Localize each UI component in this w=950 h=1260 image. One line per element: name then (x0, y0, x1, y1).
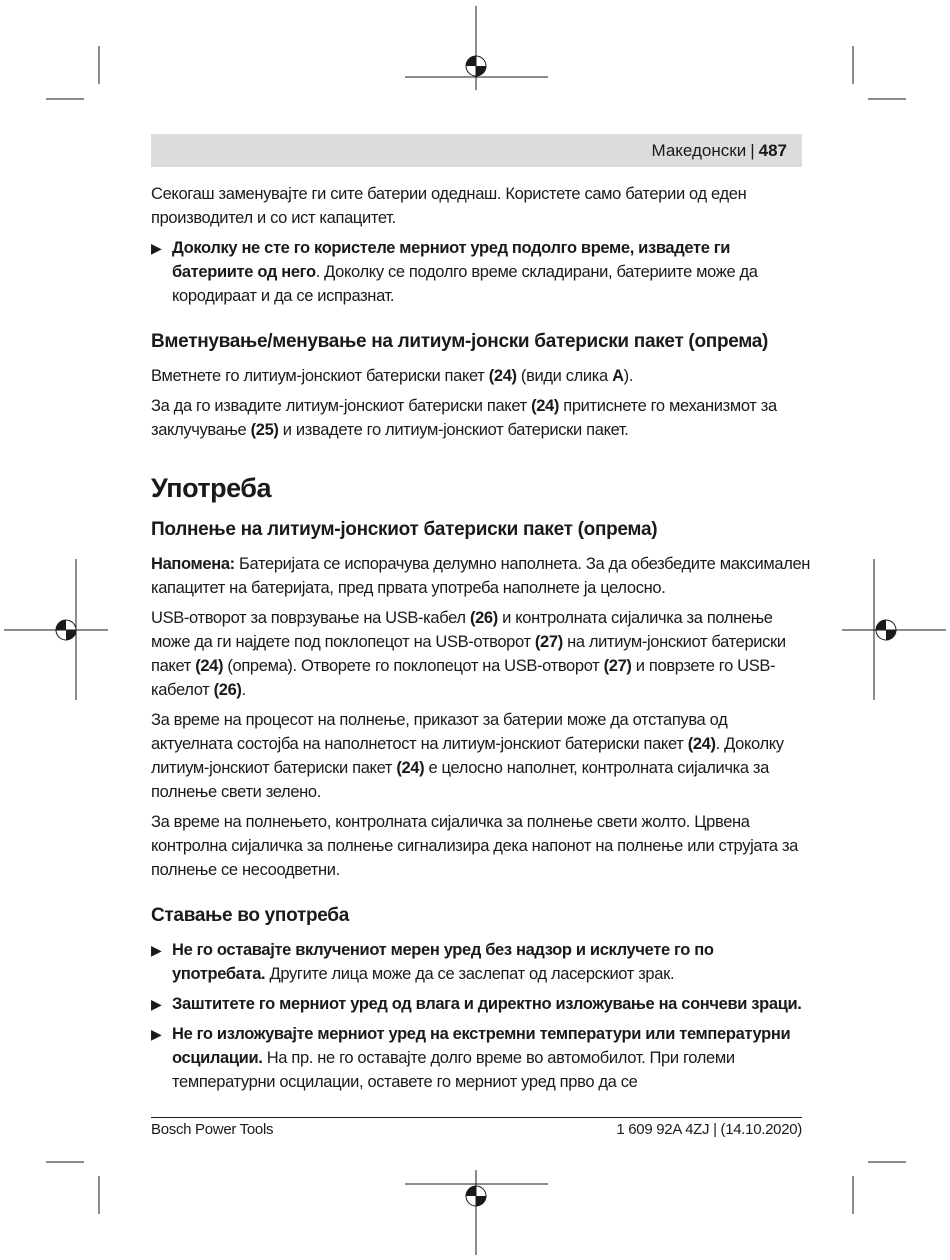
header-separator: | (750, 141, 755, 160)
text: За да го извадите литиум-јонскиот батериски пакет (151, 397, 532, 415)
paragraph-insert-battery (151, 364, 811, 388)
ref-27: (27) (534, 633, 563, 651)
text: (види слика (516, 367, 613, 385)
text: . Доколку литиум-јонскиот батериски пакет (151, 735, 784, 777)
ref-24: (24) (488, 367, 517, 385)
bullet-arrow-icon: ▶ (151, 942, 162, 958)
warning-bold-text: Заштитете го мерниот уред од влага и директно изложување на сончеви зраци. (172, 995, 802, 1013)
warning-item-moisture (151, 992, 811, 1016)
page-header (651, 141, 787, 161)
bullet-arrow-icon: ▶ (151, 996, 162, 1012)
ref-27: (27) (603, 657, 632, 675)
paragraph-note (151, 552, 811, 600)
paragraph-remove-battery (151, 394, 811, 442)
paragraph-usb-port (151, 606, 811, 702)
footer-rule (151, 1117, 802, 1118)
ref-24: (24) (195, 657, 224, 675)
warning-text: На пр. не го оставајте долго време во автомобилот. При големи температурни осцилации, оставете го мерниот уред прво да се (172, 1049, 735, 1091)
figure-ref: A (612, 367, 624, 385)
text: . (241, 681, 246, 699)
text: на литиум-јонскиот батериски пакет (151, 633, 786, 675)
paragraph-charge-indicator: За време на полнењето, контролната сијаличка за полнење свети жолто. Црвена контролна сијаличка за полнење сигнализира дека напонот на полнење или струјата за полнење се несоодветни. (151, 813, 798, 879)
ref-24: (24) (396, 759, 425, 777)
section-title-usage: Употреба (151, 473, 271, 503)
text: притиснете го механизмот за заклучување (151, 397, 777, 439)
page-body (151, 182, 811, 1100)
warning-item-temperature (151, 1022, 811, 1094)
text: Вметнете го литиум-јонскиот батериски пакет (151, 367, 489, 385)
paragraph-charge-display (151, 708, 811, 804)
warning-text: . Доколку се подолго време складирани, батериите може да кородираат и да се испразнат. (172, 263, 758, 305)
text: е целосно наполнет, контролната сијаличка за полнење свети зелено. (151, 759, 769, 801)
text: ). (623, 367, 634, 385)
ref-24: (24) (687, 735, 716, 753)
paragraph-replace-batteries: Секогаш заменувајте ги сите батерии одеднаш. Користете само батерии од еден производител и со ист капацитет. (151, 185, 747, 227)
ref-26: (26) (213, 681, 242, 699)
text: Батеријата се испорачува делумно наполнета. За да обезбедите максимален капацитет на батеријата, пред првата употреба наполнете ја целосно. (151, 555, 811, 597)
page-number: 487 (758, 141, 787, 160)
note-label: Напомена: (151, 555, 235, 573)
text: USB-отворот за поврзување на USB-кабел (151, 609, 470, 627)
heading-insert-battery: Вметнување/менување на литиум-јонски батериски пакет (опрема) (151, 331, 769, 352)
text: За време на процесот на полнење, приказот за батерии може да отстапува од актуелната состојба на наполнетост на литиум-јонскиот батериски пакет (151, 711, 728, 753)
header-language: Македонски (651, 141, 747, 160)
warning-item-storage (151, 236, 811, 308)
warning-bold-text: Доколку не сте го користеле мерниот уред подолго време, извадете ги батериите од него (172, 239, 731, 281)
warning-text: Другите лица може да се заслепат од ласерскиот зрак. (265, 965, 675, 983)
bullet-arrow-icon: ▶ (151, 240, 162, 256)
bullet-arrow-icon: ▶ (151, 1026, 162, 1042)
text: (опрема). Отворете го поклопецот на USB-отворот (223, 657, 604, 675)
warning-item-unattended (151, 938, 811, 986)
footer-doc-id: 1 609 92A 4ZJ | (14.10.2020) (616, 1121, 802, 1138)
warning-bold-text: Не го оставајте вклучениот мерен уред без надзор и исклучете го по употребата. (172, 941, 714, 983)
warning-bold-text: Не го изложувајте мерниот уред на екстремни температури или температурни осцилации. (172, 1025, 791, 1067)
heading-charging: Полнење на литиум-јонскиот батериски пакет (опрема) (151, 519, 658, 540)
text: и контролната сијаличка за полнење може да ги најдете под поклопецот на USB-отворот (151, 609, 773, 651)
ref-24: (24) (531, 397, 560, 415)
ref-26: (26) (469, 609, 498, 627)
ref-25: (25) (250, 421, 279, 439)
footer-brand: Bosch Power Tools (151, 1121, 274, 1138)
text: и извадете го литиум-јонскиот батериски пакет. (278, 421, 629, 439)
text: и поврзете го USB-кабелот (151, 657, 776, 699)
heading-start-up: Ставање во употреба (151, 905, 349, 926)
page-header-bar (151, 134, 802, 167)
